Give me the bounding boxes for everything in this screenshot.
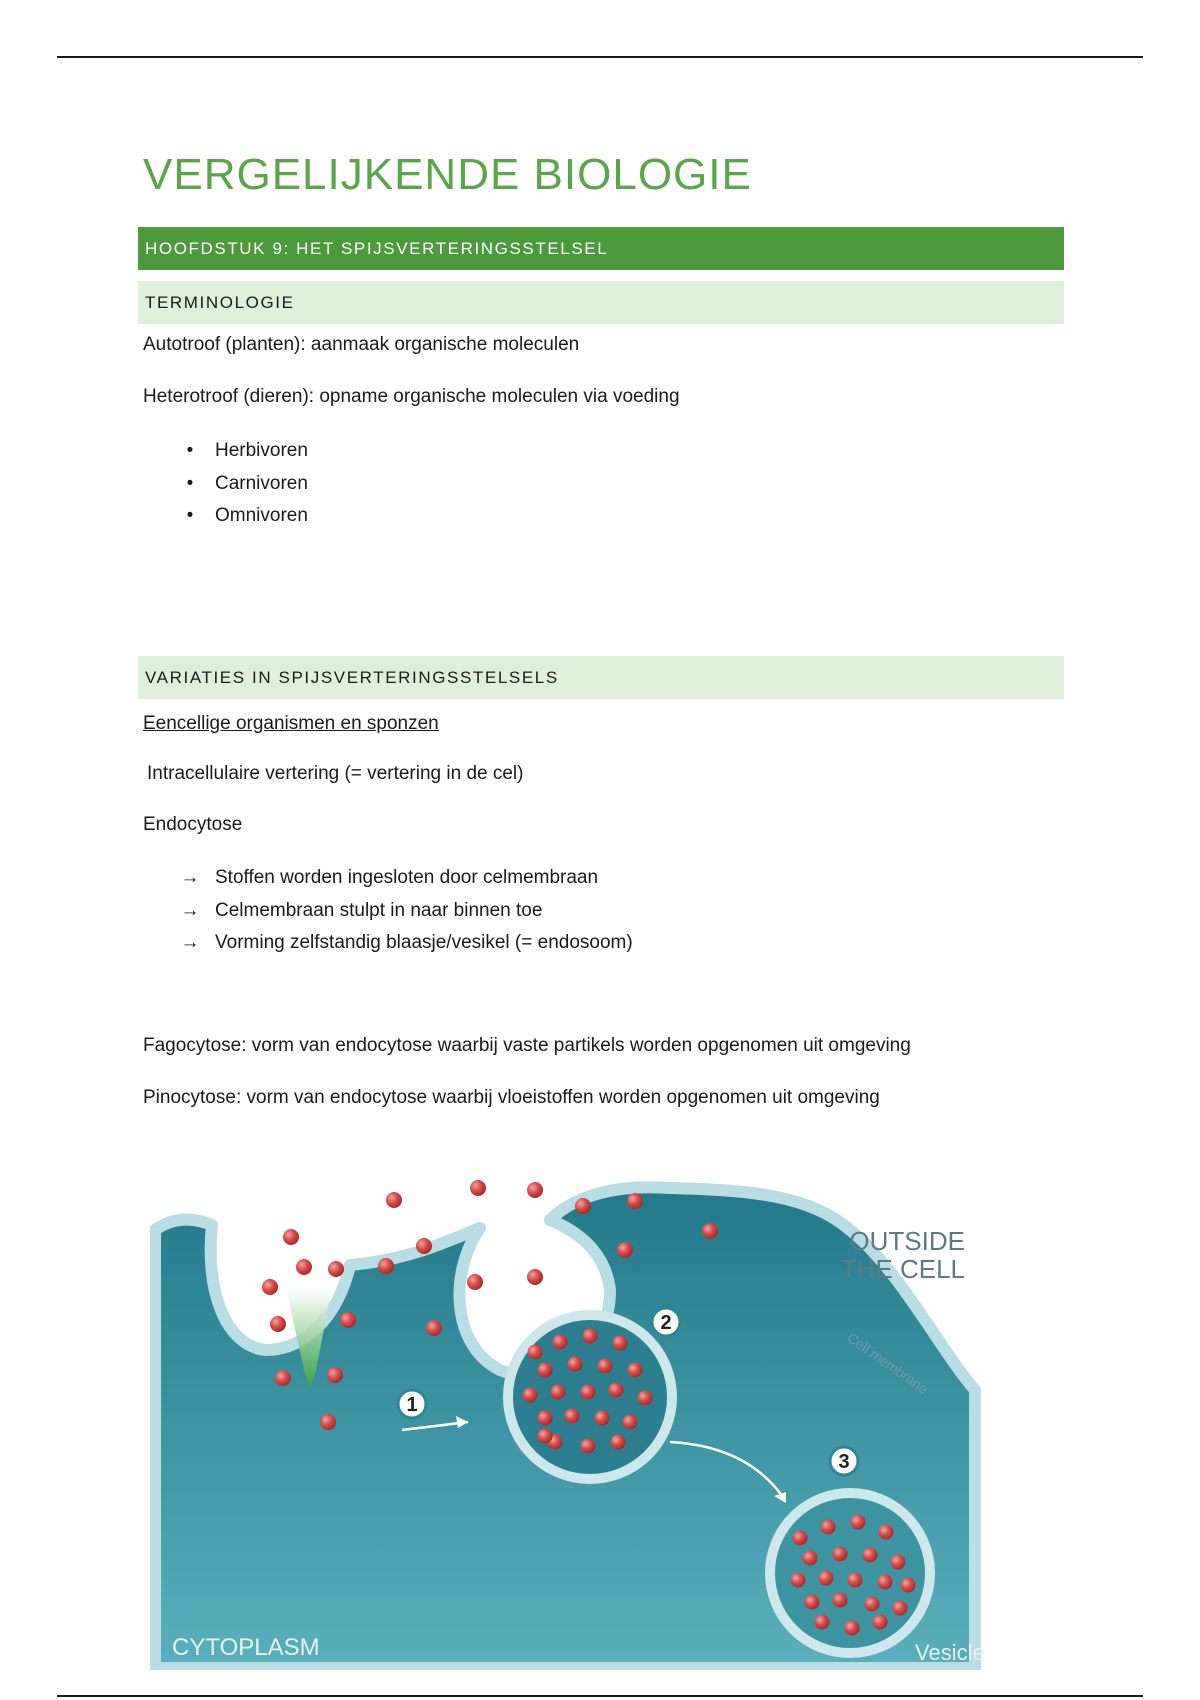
step-2-badge <box>652 1308 680 1336</box>
particle <box>340 1312 356 1328</box>
pinocytose-text: Pinocytose: vorm van endocytose waarbij vloeistoffen worden opgenomen uit omgeving <box>143 1087 880 1108</box>
particle <box>426 1320 442 1336</box>
chapter-heading: HOOFDSTUK 9: HET SPIJSVERTERINGSSTELSEL <box>138 227 1064 270</box>
list-item: → Celmembraan stulpt in naar binnen toe <box>143 895 633 928</box>
endocytose-text: Endocytose <box>143 814 243 835</box>
particle <box>470 1180 486 1196</box>
outside-label-line2: THE CELL <box>840 1254 965 1284</box>
page-title: VERGELIJKENDE BIOLOGIE <box>143 150 752 199</box>
consumer-list <box>143 435 308 533</box>
particle <box>416 1238 432 1254</box>
bullet-icon: • <box>186 472 194 494</box>
particle <box>328 1261 344 1277</box>
arrow-right-icon: → <box>180 932 200 953</box>
section-heading-terminologie: TERMINOLOGIE <box>138 281 1064 324</box>
particle <box>378 1258 394 1274</box>
particle <box>617 1242 633 1258</box>
step-3-badge <box>830 1447 858 1475</box>
particle <box>467 1274 483 1290</box>
heterotroof-text: Heterotroof (dieren): opname organische moleculen via voeding <box>143 386 680 407</box>
bottom-rule <box>57 1695 1143 1697</box>
arrow-right-icon: → <box>180 899 200 921</box>
endocytose-steps-list <box>143 862 633 960</box>
particle <box>275 1370 291 1386</box>
list-item: • Herbivoren <box>143 435 308 468</box>
particle <box>296 1259 312 1275</box>
list-item: • Omnivoren <box>143 500 308 533</box>
particle <box>270 1316 286 1332</box>
particle <box>627 1193 643 1209</box>
particle <box>327 1367 343 1383</box>
section-heading-variaties: VARIATIES IN SPIJSVERTERINGSSTELSELS <box>138 656 1064 699</box>
vesicle-label: Vesicle <box>915 1640 985 1665</box>
particle <box>702 1223 718 1239</box>
subheading-eencelligen: Eencellige organismen en sponzen <box>143 713 439 734</box>
step-1-badge <box>398 1390 426 1418</box>
particle <box>262 1279 278 1295</box>
arrow-right-icon: → <box>180 867 200 888</box>
particle <box>527 1269 543 1285</box>
list-item: • Carnivoren <box>143 468 308 501</box>
intracellulair-text: Intracellulaire vertering (= vertering in de cel) <box>147 763 524 784</box>
bullet-icon: • <box>186 505 194 526</box>
list-item: → Vorming zelfstandig blaasje/vesikel (= endosoom) <box>143 927 633 960</box>
svg-text:1: 1 <box>406 1394 418 1416</box>
particle <box>575 1198 591 1214</box>
particle <box>320 1414 336 1430</box>
particle <box>527 1182 543 1198</box>
svg-text:2: 2 <box>660 1312 672 1334</box>
bullet-icon: • <box>186 440 194 461</box>
svg-text:3: 3 <box>838 1451 850 1473</box>
endocytosis-diagram <box>150 1160 1050 1670</box>
top-rule <box>57 56 1143 58</box>
membrane-label: Cell membrane <box>844 1329 932 1397</box>
list-item: → Stoffen worden ingesloten door celmembraan <box>143 862 633 895</box>
particle <box>283 1229 299 1245</box>
outside-label-line1: OUTSIDE <box>849 1226 965 1256</box>
particle <box>386 1192 402 1208</box>
fagocytose-text: Fagocytose: vorm van endocytose waarbij vaste partikels worden opgenomen uit omgeving <box>143 1035 911 1056</box>
autotroof-text: Autotroof (planten): aanmaak organische moleculen <box>143 334 580 355</box>
cytoplasm-label: CYTOPLASM <box>172 1634 320 1661</box>
